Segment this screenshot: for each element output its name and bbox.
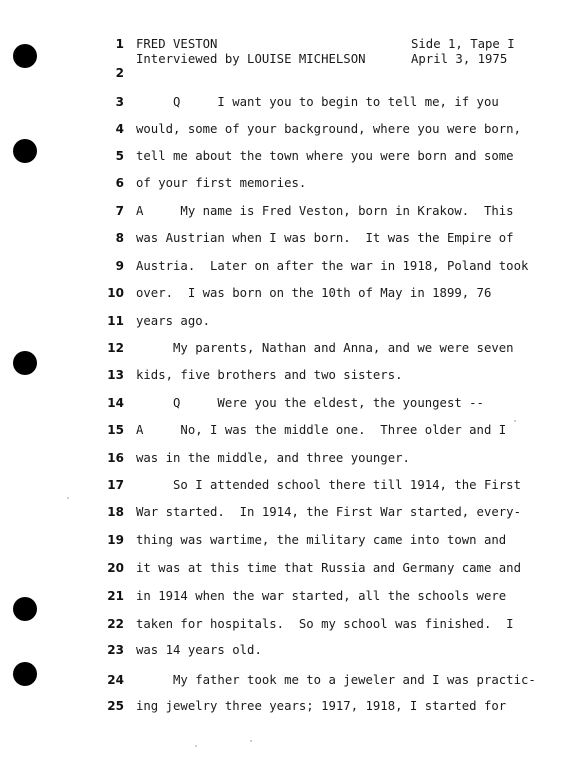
line-number: 6 (115, 176, 124, 190)
transcript-line: Q Were you the eldest, the youngest -- (136, 396, 484, 410)
paper-speck (514, 420, 516, 422)
header-interviewer: Interviewed by LOUISE MICHELSON (136, 52, 366, 66)
line-number: 15 (107, 423, 124, 437)
line-number: 10 (107, 286, 124, 300)
transcript-line: Q I want you to begin to tell me, if you (136, 95, 499, 109)
line-number: 25 (107, 699, 124, 713)
binder-hole (13, 351, 37, 375)
line-number: 23 (107, 643, 124, 657)
line-number: 5 (115, 149, 124, 163)
line-number: 13 (107, 368, 124, 382)
paper-speck (67, 497, 69, 499)
line-number: 3 (115, 95, 124, 109)
transcript-line: So I attended school there till 1914, the First (136, 478, 521, 492)
line-number: 9 (115, 259, 124, 273)
line-number: 2 (115, 66, 124, 80)
line-number: 12 (107, 341, 124, 355)
binder-hole (13, 597, 37, 621)
line-number: 11 (107, 314, 124, 328)
transcript-line: A My name is Fred Veston, born in Krakow. This (136, 204, 514, 218)
transcript-line: it was at this time that Russia and Germany came and (136, 561, 521, 575)
binder-hole (13, 139, 37, 163)
line-number: 7 (115, 204, 124, 218)
transcript-line: My father took me to a jeweler and I was practic- (136, 673, 536, 687)
binder-hole (13, 44, 37, 68)
line-number: 19 (107, 533, 124, 547)
line-number: 18 (107, 505, 124, 519)
transcript-line: of your first memories. (136, 176, 307, 190)
header-name: FRED VESTON (136, 37, 218, 51)
line-number: 24 (107, 673, 124, 687)
transcript-line: would, some of your background, where you were born, (136, 122, 521, 136)
line-number: 17 (107, 478, 124, 492)
line-number: 8 (115, 231, 124, 245)
transcript-line: was in the middle, and three younger. (136, 451, 410, 465)
transcript-line: taken for hospitals. So my school was finished. I (136, 617, 514, 631)
binder-hole (13, 662, 37, 686)
transcript-line: over. I was born on the 10th of May in 1899, 76 (136, 286, 492, 300)
line-number: 16 (107, 451, 124, 465)
transcript-line: in 1914 when the war started, all the schools were (136, 589, 507, 603)
transcript-line: tell me about the town where you were born and some (136, 149, 514, 163)
transcript-line: years ago. (136, 314, 211, 328)
paper-speck (195, 745, 197, 747)
transcript-line: ing jewelry three years; 1917, 1918, I started for (136, 699, 507, 713)
line-number: 20 (107, 561, 124, 575)
transcript-line: Austria. Later on after the war in 1918, Poland took (136, 259, 529, 273)
transcript-line: War started. In 1914, the First War started, every- (136, 505, 521, 519)
transcript-line: kids, five brothers and two sisters. (136, 368, 403, 382)
paper-speck (250, 740, 252, 742)
line-number: 4 (115, 122, 124, 136)
line-number: 14 (107, 396, 124, 410)
transcript-line: was 14 years old. (136, 643, 262, 657)
transcript-line: was Austrian when I was born. It was the Empire of (136, 231, 514, 245)
transcript-line: thing was wartime, the military came into town and (136, 533, 507, 547)
line-number: 22 (107, 617, 124, 631)
line-number: 1 (115, 37, 124, 51)
line-number: 21 (107, 589, 124, 603)
transcript-line: A No, I was the middle one. Three older and I (136, 423, 507, 437)
header-date: April 3, 1975 (411, 52, 508, 66)
transcript-line: My parents, Nathan and Anna, and we were seven (136, 341, 514, 355)
header-side-tape: Side 1, Tape I (411, 37, 515, 51)
